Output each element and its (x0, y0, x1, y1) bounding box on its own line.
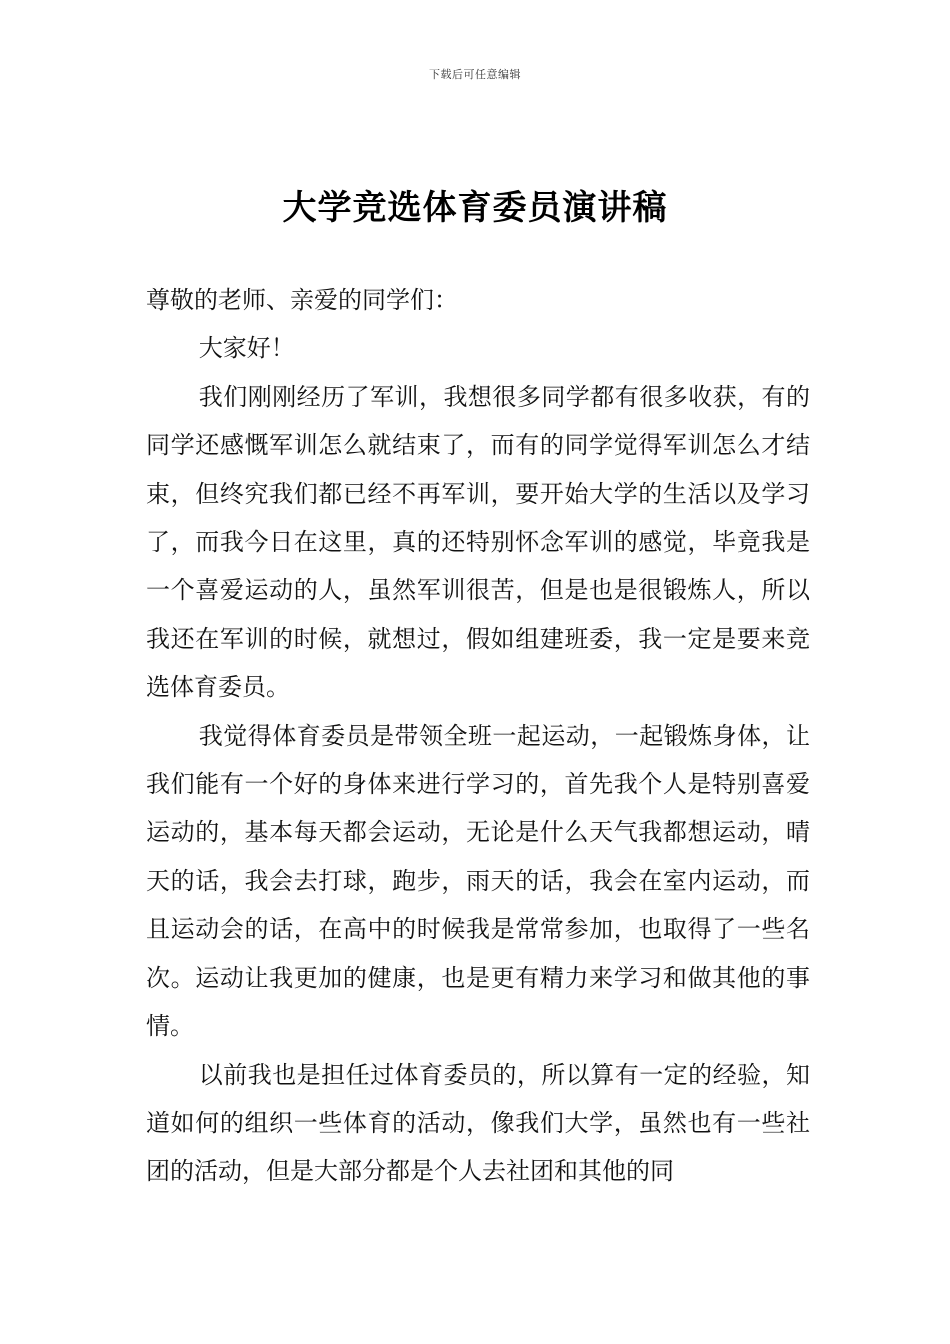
paragraph-love-of-sports: 我觉得体育委员是带领全班一起运动，一起锻炼身体，让我们能有一个好的身体来进行学习的，首先我个人是特别喜爱运动的，基本每天都会运动，无论是什么天气我都想运动，晴天的话，我会去打球，跑步，雨天的话，我会在室内运动，而且运动会的话，在高中的时候我是常常参加，也取得了一些名次。运动让我更加的健康，也是更有精力来学习和做其他的事情。 (146, 721, 810, 1041)
paragraph-greeting: 大家好！ (198, 334, 295, 363)
paragraph-experience: 以前我也是担任过体育委员的，所以算有一定的经验，知道如何的组织一些体育的活动，像我们大学，虽然也有一些社团的活动，但是大部分都是个人去社团和其他的同 (146, 1060, 810, 1186)
salutation: 尊敬的老师、亲爱的同学们： (146, 286, 458, 314)
document-title: 大学竞选体育委员演讲稿 (282, 188, 668, 228)
header-note: 下载后可任意编辑 (429, 68, 521, 81)
document-body (146, 276, 810, 1196)
paragraph-military-training: 我们刚刚经历了军训，我想很多同学都有很多收获，有的同学还感慨军训怎么就结束了，而有的同学觉得军训怎么才结束，但终究我们都已经不再军训，要开始大学的生活以及学习了，而我今日在这里，真的还特别怀念军训的感觉，毕竟我是一个喜爱运动的人，虽然军训很苦，但是也是很锻炼人，所以我还在军训的时候，就想过，假如组建班委，我一定是要来竞选体育委员。 (146, 382, 810, 702)
